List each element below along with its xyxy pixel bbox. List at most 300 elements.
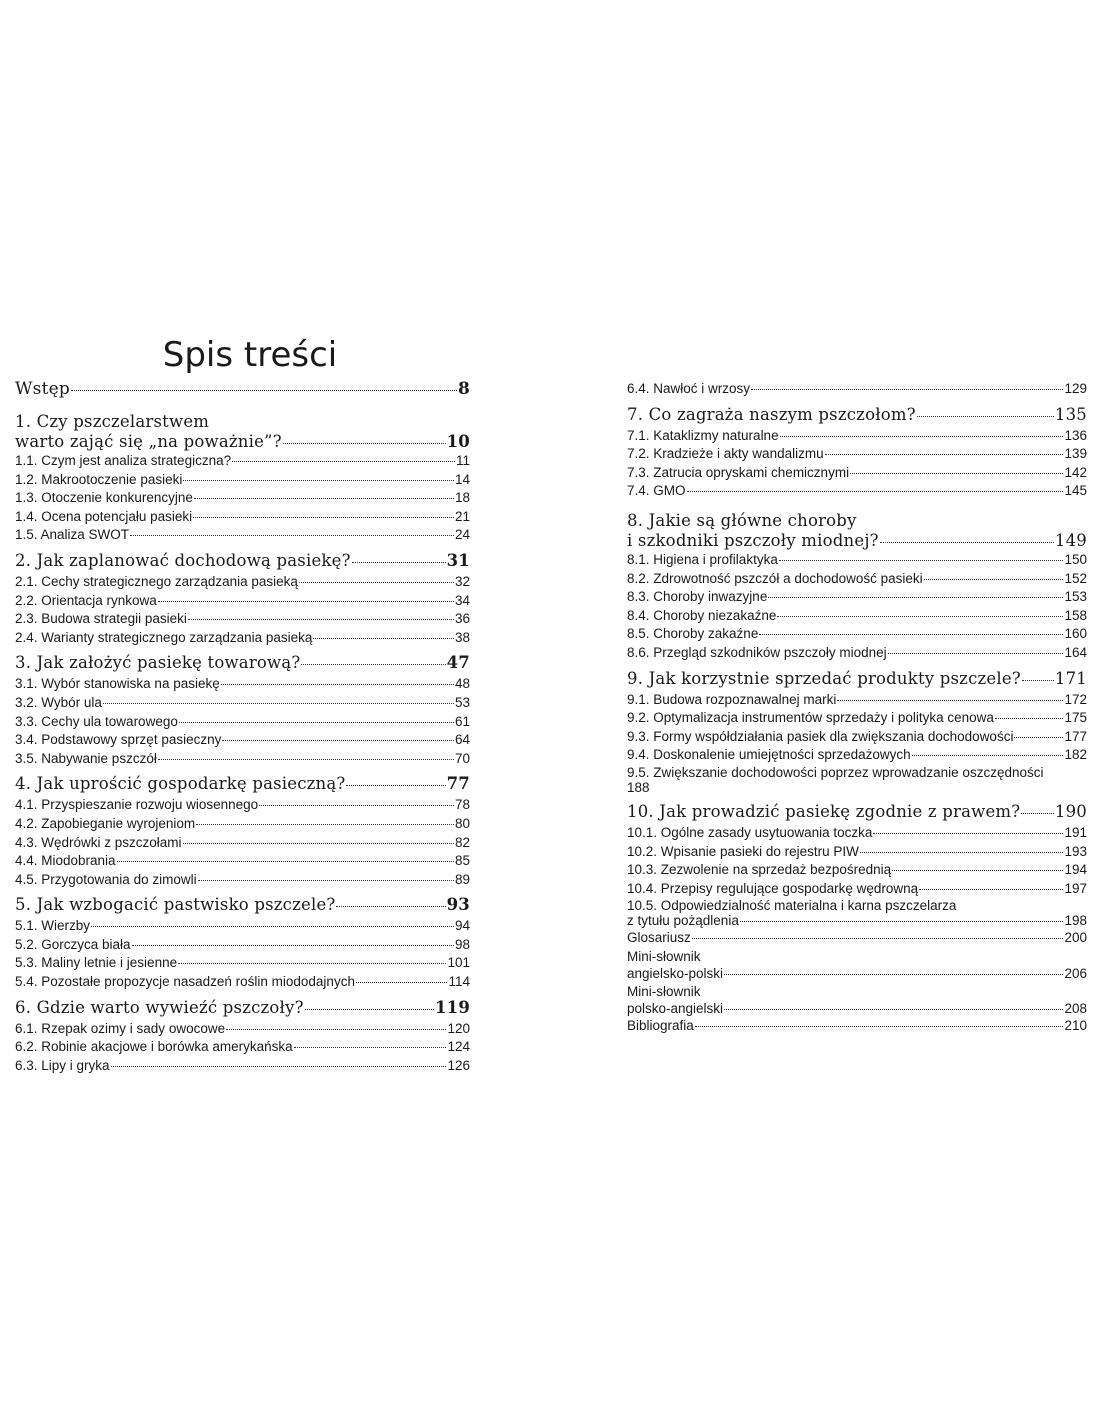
toc-page-number: 101 bbox=[447, 955, 470, 971]
dot-leader bbox=[356, 982, 448, 983]
dot-leader bbox=[837, 700, 1063, 701]
toc-entry-label: 5.2. Gorczyca biała bbox=[15, 936, 131, 952]
toc-section[interactable] bbox=[627, 625, 1087, 644]
toc-section[interactable] bbox=[15, 675, 470, 694]
toc-appendix-title-line: Mini-słownik bbox=[627, 949, 701, 965]
toc-entry-row bbox=[15, 526, 470, 545]
dot-leader bbox=[226, 1029, 446, 1030]
toc-entry-label: 1.3. Otoczenie konkurencyjne bbox=[15, 490, 193, 506]
toc-entry-row bbox=[627, 588, 1087, 607]
toc-page-number: 135 bbox=[1054, 404, 1087, 424]
toc-page-number: 70 bbox=[454, 750, 470, 766]
toc-section[interactable] bbox=[627, 570, 1087, 589]
toc-page-number: 77 bbox=[446, 774, 470, 794]
toc-section[interactable] bbox=[15, 871, 470, 890]
toc-section[interactable] bbox=[15, 936, 470, 955]
toc-page-number: 64 bbox=[454, 732, 470, 748]
dot-leader bbox=[912, 755, 1064, 756]
toc-entry-label: 10.2. Wpisanie pasieki do rejestru PIW bbox=[627, 843, 859, 859]
toc-entry-label: 7. Co zagraża naszym pszczołom? bbox=[627, 404, 916, 424]
toc-entry-row bbox=[15, 917, 470, 936]
toc-page-number: 142 bbox=[1064, 464, 1087, 480]
toc-section[interactable] bbox=[15, 471, 470, 490]
dot-leader bbox=[294, 1047, 447, 1048]
toc-page-number: 193 bbox=[1064, 843, 1087, 859]
toc-page-number: 18 bbox=[454, 490, 470, 506]
dot-leader bbox=[179, 722, 454, 723]
toc-chapter[interactable] bbox=[15, 996, 470, 1020]
toc-section[interactable] bbox=[15, 489, 470, 508]
toc-section[interactable] bbox=[15, 750, 470, 769]
toc-section[interactable] bbox=[15, 1020, 470, 1039]
toc-entry-label: warto zająć się „na poważnie”? bbox=[15, 432, 282, 451]
toc-page-number: 80 bbox=[454, 815, 470, 831]
toc-entry-label: 4.4. Miodobrania bbox=[15, 853, 116, 869]
dot-leader bbox=[924, 579, 1064, 580]
toc-page-number: 136 bbox=[1064, 427, 1087, 443]
toc-entry-row bbox=[15, 713, 470, 732]
toc-entry-row bbox=[15, 973, 470, 992]
toc-entry-label: 1.4. Ocena potencjału pasieki bbox=[15, 508, 193, 524]
toc-entry-label: 8.2. Zdrowotność pszczół a dochodowość pasieki bbox=[627, 570, 923, 586]
toc-entry-label: 5. Jak wzbogacić pastwisko pszczele? bbox=[15, 895, 336, 915]
toc-section[interactable] bbox=[15, 973, 470, 992]
toc-chapter[interactable] bbox=[15, 549, 470, 573]
toc-chapter[interactable] bbox=[15, 893, 470, 917]
dot-leader bbox=[158, 759, 454, 760]
toc-page-number: 78 bbox=[454, 797, 470, 813]
toc-page-number: 152 bbox=[1064, 570, 1087, 586]
toc-entry-row bbox=[627, 482, 1087, 501]
dot-leader bbox=[193, 517, 454, 518]
dot-leader bbox=[687, 491, 1064, 492]
toc-entry-row bbox=[627, 1000, 1087, 1017]
toc-entry-label: 8.1. Higiena i profilaktyka bbox=[627, 551, 778, 567]
toc-section[interactable] bbox=[15, 713, 470, 732]
toc-entry-row bbox=[15, 852, 470, 871]
toc-section[interactable] bbox=[627, 746, 1087, 765]
toc-section-title-line: 10.5. Odpowiedzialność materialna i karna pszczelarza bbox=[627, 898, 957, 914]
dot-leader bbox=[692, 938, 1064, 939]
dot-leader bbox=[178, 963, 446, 964]
toc-entry-label: 8.5. Choroby zakaźne bbox=[627, 626, 759, 642]
dot-leader bbox=[336, 906, 445, 907]
toc-entry-row bbox=[15, 954, 470, 973]
toc-entry-label: 4. Jak uprościć gospodarkę pasieczną? bbox=[15, 774, 346, 794]
toc-entry-label: 5.3. Maliny letnie i jesienne bbox=[15, 955, 178, 971]
toc-entry-label: 2.3. Budowa strategii pasieki bbox=[15, 611, 187, 627]
toc-entry-label: polsko-angielski bbox=[627, 1001, 724, 1017]
dot-leader bbox=[740, 921, 1064, 922]
toc-entry-label: 2.2. Orientacja rynkowa bbox=[15, 592, 157, 608]
toc-entry-row bbox=[15, 936, 470, 955]
toc-page-number: 171 bbox=[1054, 668, 1087, 688]
toc-entry-label: 7.4. GMO bbox=[627, 483, 686, 499]
toc-entry-label: 1.5. Analiza SWOT bbox=[15, 527, 130, 543]
toc-entry-label: 10.1. Ogólne zasady usytuowania toczka bbox=[627, 824, 873, 840]
toc-section[interactable] bbox=[15, 834, 470, 853]
toc-entry-row bbox=[15, 796, 470, 815]
toc-entry-label: 1.2. Makrootoczenie pasieki bbox=[15, 471, 183, 487]
toc-entry-label: 3.1. Wybór stanowiska na pasiekę bbox=[15, 676, 220, 692]
toc-entry-label: 9.3. Formy współdziałania pasiek dla zwiększania dochodowości bbox=[627, 728, 1014, 744]
dot-leader bbox=[132, 945, 454, 946]
toc-entry-label: 4.3. Wędrówki z pszczołami bbox=[15, 834, 182, 850]
toc-entry-row bbox=[627, 1017, 1087, 1035]
dot-leader bbox=[283, 443, 446, 444]
toc-chapter-title-line: 1. Czy pszczelarstwem bbox=[15, 412, 210, 431]
toc-entry-row bbox=[627, 464, 1087, 483]
toc-entry-label: 10.3. Zezwolenie na sprzedaż bezpośrednią bbox=[627, 862, 892, 878]
toc-page-number: 190 bbox=[1054, 801, 1087, 821]
toc-left-column bbox=[15, 376, 470, 1075]
dot-leader bbox=[183, 480, 454, 481]
toc-entry-label: 4.1. Przyspieszanie rozwoju wiosennego bbox=[15, 797, 259, 813]
toc-section[interactable] bbox=[15, 731, 470, 750]
toc-entry-row bbox=[627, 800, 1087, 824]
toc-entry-row bbox=[15, 834, 470, 853]
dot-leader bbox=[111, 1066, 447, 1067]
dot-leader bbox=[221, 684, 454, 685]
toc-appendix[interactable] bbox=[627, 929, 1087, 947]
toc-page-number: 93 bbox=[446, 895, 470, 915]
toc-entry-row bbox=[627, 380, 1087, 399]
toc-section[interactable] bbox=[15, 852, 470, 871]
toc-section[interactable] bbox=[627, 728, 1087, 747]
toc-entry-row bbox=[15, 871, 470, 890]
toc-page-number: 61 bbox=[454, 713, 470, 729]
dot-leader bbox=[919, 889, 1063, 890]
toc-page-number: 126 bbox=[447, 1057, 470, 1073]
dot-leader bbox=[724, 974, 1063, 975]
dot-leader bbox=[299, 582, 454, 583]
toc-page-number: 8 bbox=[457, 379, 470, 399]
toc-entry-label: Glosariusz bbox=[627, 930, 691, 946]
toc-entry-row bbox=[627, 709, 1087, 728]
dot-leader bbox=[825, 454, 1064, 455]
toc-chapter[interactable] bbox=[627, 800, 1087, 824]
toc-chapter[interactable] bbox=[627, 667, 1087, 691]
toc-page-number: 85 bbox=[454, 853, 470, 869]
toc-entry-label: 6.4. Nawłoć i wrzosy bbox=[627, 381, 751, 396]
toc-entry-row bbox=[627, 644, 1087, 663]
toc-entry-label: 3.3. Cechy ula towarowego bbox=[15, 713, 178, 729]
toc-entry-row bbox=[15, 376, 470, 402]
toc-entry-row bbox=[627, 746, 1087, 765]
toc-section[interactable] bbox=[627, 898, 1087, 929]
toc-entry-row bbox=[15, 651, 470, 675]
toc-section[interactable] bbox=[627, 445, 1087, 464]
toc-section[interactable] bbox=[15, 610, 470, 629]
toc-page-number: 120 bbox=[447, 1020, 470, 1036]
toc-chapter[interactable] bbox=[15, 412, 470, 452]
toc-entry-label: 3.2. Wybór ula bbox=[15, 694, 102, 710]
toc-entry-row bbox=[15, 1038, 470, 1057]
toc-section[interactable] bbox=[15, 629, 470, 648]
toc-page-number: 32 bbox=[454, 573, 470, 589]
toc-entry-row bbox=[15, 471, 470, 490]
toc-section[interactable] bbox=[627, 380, 1087, 399]
toc-page-number: 210 bbox=[1064, 1018, 1087, 1034]
toc-page-number: 164 bbox=[1064, 644, 1087, 660]
toc-entry-row bbox=[15, 1057, 470, 1076]
dot-leader bbox=[759, 634, 1063, 635]
dot-leader bbox=[194, 498, 454, 499]
dot-leader bbox=[777, 616, 1063, 617]
toc-chapter[interactable] bbox=[15, 376, 470, 402]
toc-entry-label: 9.1. Budowa rozpoznawalnej marki bbox=[627, 691, 837, 707]
toc-entry-row bbox=[15, 731, 470, 750]
dot-leader bbox=[724, 1009, 1063, 1010]
toc-section[interactable] bbox=[15, 1057, 470, 1076]
dot-leader bbox=[860, 852, 1064, 853]
dot-leader bbox=[103, 703, 454, 704]
toc-page-number: 24 bbox=[454, 527, 470, 543]
dot-leader bbox=[873, 833, 1063, 834]
toc-page-number: 82 bbox=[454, 834, 470, 850]
toc-entry-row bbox=[627, 625, 1087, 644]
toc-section[interactable] bbox=[15, 526, 470, 545]
toc-entry-label: 7.2. Kradzieże i akty wandalizmu bbox=[627, 446, 824, 462]
toc-entry-label: 6.1. Rzepak ozimy i sady owocowe bbox=[15, 1020, 226, 1036]
toc-appendix[interactable] bbox=[627, 984, 1087, 1017]
toc-page-number: 94 bbox=[454, 918, 470, 934]
dot-leader bbox=[352, 562, 446, 563]
dot-leader bbox=[305, 1009, 434, 1010]
toc-entry-label: Bibliografia bbox=[627, 1018, 694, 1034]
dot-leader bbox=[850, 473, 1063, 474]
toc-entry-row bbox=[15, 592, 470, 611]
toc-section[interactable] bbox=[627, 607, 1087, 626]
toc-page-number: 197 bbox=[1064, 880, 1087, 896]
toc-entry-label: 2. Jak zaplanować dochodową pasiekę? bbox=[15, 550, 351, 570]
toc-entry-row bbox=[627, 551, 1087, 570]
toc-entry-label: 10.4. Przepisy regulujące gospodarkę wędrowną bbox=[627, 880, 919, 896]
dot-leader bbox=[346, 785, 445, 786]
toc-section[interactable] bbox=[15, 508, 470, 527]
toc-entry-label: 9. Jak korzystnie sprzedać produkty pszczele? bbox=[627, 668, 1021, 688]
toc-entry-row bbox=[15, 549, 470, 573]
toc-entry-row bbox=[627, 691, 1087, 710]
toc-section[interactable] bbox=[15, 954, 470, 973]
toc-entry-row bbox=[15, 610, 470, 629]
toc-entry-row bbox=[627, 607, 1087, 626]
toc-entry-row bbox=[627, 728, 1087, 747]
toc-entry-row bbox=[15, 1020, 470, 1039]
toc-entry-label: 7.3. Zatrucia opryskami chemicznymi bbox=[627, 464, 850, 480]
toc-page-number: 150 bbox=[1064, 551, 1087, 567]
toc-entry-label: 10. Jak prowadzić pasiekę zgodnie z prawem? bbox=[627, 801, 1021, 821]
toc-page-number: 53 bbox=[454, 694, 470, 710]
toc-entry-label: z tytułu pożądlenia bbox=[627, 913, 739, 929]
dot-leader bbox=[995, 718, 1064, 719]
toc-entry-row bbox=[15, 815, 470, 834]
toc-entry-row bbox=[627, 570, 1087, 589]
toc-entry-row bbox=[15, 431, 470, 452]
toc-entry-row bbox=[15, 772, 470, 796]
toc-page-number: 124 bbox=[447, 1039, 470, 1055]
toc-entry-label: 3. Jak założyć pasiekę towarową? bbox=[15, 653, 301, 673]
toc-page-number: 194 bbox=[1064, 862, 1087, 878]
toc-chapter[interactable] bbox=[627, 403, 1087, 427]
toc-entry-label: 8.3. Choroby inwazyjne bbox=[627, 589, 768, 605]
toc-entry-row bbox=[627, 824, 1087, 843]
toc-page-number: 21 bbox=[454, 508, 470, 524]
dot-leader bbox=[259, 805, 454, 806]
toc-section[interactable] bbox=[15, 815, 470, 834]
dot-leader bbox=[232, 461, 455, 462]
toc-entry-row bbox=[15, 629, 470, 648]
toc-appendix-title-line: Mini-słownik bbox=[627, 984, 701, 1000]
toc-page-number: 153 bbox=[1064, 589, 1087, 605]
toc-entry-label: 4.5. Przygotowania do zimowli bbox=[15, 871, 197, 887]
toc-page-number: 98 bbox=[454, 936, 470, 952]
toc-section[interactable] bbox=[627, 644, 1087, 663]
toc-section[interactable] bbox=[627, 880, 1087, 899]
toc-entry-row bbox=[627, 965, 1087, 982]
toc-entry-row bbox=[627, 403, 1087, 427]
toc-entry-label: 3.4. Podstawowy sprzęt pasieczny bbox=[15, 732, 222, 748]
toc-page-number: 114 bbox=[448, 974, 470, 990]
toc-section[interactable] bbox=[15, 796, 470, 815]
toc-entry-row bbox=[15, 675, 470, 694]
toc-entry-label: 9.2. Optymalizacja instrumentów sprzedaży i polityka cenowa bbox=[627, 710, 994, 726]
dot-leader bbox=[1021, 813, 1054, 814]
toc-entry-row bbox=[15, 573, 470, 592]
toc-page-number: 198 bbox=[1064, 913, 1087, 929]
toc-entry-row bbox=[627, 427, 1087, 446]
toc-section[interactable] bbox=[627, 691, 1087, 710]
toc-section[interactable] bbox=[627, 709, 1087, 728]
dot-leader bbox=[917, 416, 1054, 417]
dot-leader bbox=[695, 1026, 1064, 1027]
dot-leader bbox=[183, 843, 454, 844]
toc-section-title-line: 9.5. Zwiększanie dochodowości poprzez wprowadzanie oszczędności bbox=[627, 764, 1044, 780]
toc-entry-row bbox=[627, 929, 1087, 947]
dot-leader bbox=[158, 601, 454, 602]
toc-appendix[interactable] bbox=[627, 949, 1087, 982]
toc-page-number: 172 bbox=[1064, 691, 1087, 707]
toc-entry-label: 1.1. Czym jest analiza strategiczna? bbox=[15, 453, 232, 468]
dot-leader bbox=[301, 664, 445, 665]
dot-leader bbox=[71, 390, 457, 391]
toc-entry-label: 8.6. Przegląd szkodników pszczoły miodnej bbox=[627, 644, 887, 660]
toc-entry-row bbox=[627, 667, 1087, 691]
toc-entry-label: 8.4. Choroby niezakaźne bbox=[627, 607, 777, 623]
toc-page-number: 38 bbox=[454, 629, 470, 645]
toc-entry-row bbox=[627, 913, 1087, 929]
toc-page-number: 34 bbox=[454, 592, 470, 608]
dot-leader bbox=[892, 870, 1063, 871]
toc-entry-label: 5.1. Wierzby bbox=[15, 918, 91, 934]
toc-entry-row bbox=[15, 452, 470, 471]
toc-section[interactable] bbox=[15, 917, 470, 936]
toc-page-number: 177 bbox=[1064, 728, 1087, 744]
dot-leader bbox=[751, 389, 1063, 390]
toc-page-number: 119 bbox=[434, 997, 470, 1017]
toc-page-number: 47 bbox=[446, 653, 470, 673]
toc-page-number: 48 bbox=[454, 676, 470, 692]
dot-leader bbox=[198, 880, 454, 881]
toc-appendix[interactable] bbox=[627, 1017, 1087, 1035]
toc-section[interactable] bbox=[627, 427, 1087, 446]
dot-leader bbox=[188, 619, 454, 620]
toc-entry-label: 6. Gdzie warto wywieźć pszczoły? bbox=[15, 997, 304, 1017]
dot-leader bbox=[888, 653, 1064, 654]
dot-leader bbox=[91, 926, 454, 927]
toc-section[interactable] bbox=[15, 694, 470, 713]
toc-chapter[interactable] bbox=[15, 651, 470, 675]
toc-entry-row bbox=[627, 880, 1087, 899]
toc-page-number: 10 bbox=[446, 432, 470, 451]
toc-entry-label: 6.3. Lipy i gryka bbox=[15, 1057, 110, 1073]
toc-section[interactable] bbox=[627, 588, 1087, 607]
toc-section[interactable] bbox=[627, 551, 1087, 570]
toc-section[interactable] bbox=[627, 464, 1087, 483]
toc-page-number: 145 bbox=[1064, 483, 1087, 499]
toc-entry-row bbox=[627, 843, 1087, 862]
dot-leader bbox=[1014, 737, 1063, 738]
toc-page-number: 158 bbox=[1064, 607, 1087, 623]
toc-section[interactable] bbox=[15, 452, 470, 471]
toc-section[interactable] bbox=[15, 1038, 470, 1057]
toc-page-number: 200 bbox=[1064, 930, 1087, 946]
toc-section[interactable] bbox=[627, 482, 1087, 501]
toc-section[interactable] bbox=[15, 573, 470, 592]
toc-entry-label: 7.1. Kataklizmy naturalne bbox=[627, 427, 779, 443]
dot-leader bbox=[780, 436, 1064, 437]
dot-leader bbox=[222, 740, 454, 741]
toc-page-number: 191 bbox=[1064, 824, 1087, 840]
toc-entry-row bbox=[15, 508, 470, 527]
toc-section[interactable] bbox=[627, 824, 1087, 843]
page-title: Spis treści bbox=[162, 335, 338, 375]
dot-leader bbox=[130, 535, 454, 536]
toc-entry-row bbox=[627, 861, 1087, 880]
toc-entry-row bbox=[15, 893, 470, 917]
toc-section[interactable] bbox=[15, 592, 470, 611]
toc-chapter[interactable] bbox=[627, 511, 1087, 551]
toc-entry-label: 3.5. Nabywanie pszczół bbox=[15, 750, 157, 766]
dot-leader bbox=[1022, 680, 1054, 681]
toc-entry-row bbox=[627, 445, 1087, 464]
dot-leader bbox=[117, 861, 454, 862]
toc-page-number: 129 bbox=[1064, 381, 1087, 396]
toc-entry-label: 5.4. Pozostałe propozycje nasadzeń roślin miododajnych bbox=[15, 974, 355, 990]
toc-page-number: 175 bbox=[1064, 710, 1087, 726]
toc-entry-row bbox=[15, 694, 470, 713]
dot-leader bbox=[768, 597, 1063, 598]
toc-page-number: 89 bbox=[454, 871, 470, 887]
toc-entry-row bbox=[15, 489, 470, 508]
toc-section[interactable] bbox=[627, 765, 1087, 796]
toc-page-number: 188 bbox=[627, 779, 650, 795]
toc-entry-label: 9.4. Doskonalenie umiejętności sprzedażowych bbox=[627, 747, 911, 763]
toc-page-number: 139 bbox=[1064, 446, 1087, 462]
toc-entry-label: 2.1. Cechy strategicznego zarządzania pasieką bbox=[15, 573, 298, 589]
toc-section[interactable] bbox=[627, 861, 1087, 880]
toc-entry-label: 2.4. Warianty strategicznego zarządzania pasieką bbox=[15, 629, 313, 645]
toc-entry-label: i szkodniki pszczoły miodnej? bbox=[627, 530, 879, 550]
toc-page-number: 36 bbox=[454, 611, 470, 627]
dot-leader bbox=[196, 824, 454, 825]
toc-section[interactable] bbox=[627, 843, 1087, 862]
toc-entry-label: angielsko-polski bbox=[627, 966, 724, 982]
toc-page-number: 11 bbox=[455, 453, 470, 468]
toc-chapter[interactable] bbox=[15, 772, 470, 796]
toc-page-number: 160 bbox=[1064, 626, 1087, 642]
toc-entry-row bbox=[15, 996, 470, 1020]
